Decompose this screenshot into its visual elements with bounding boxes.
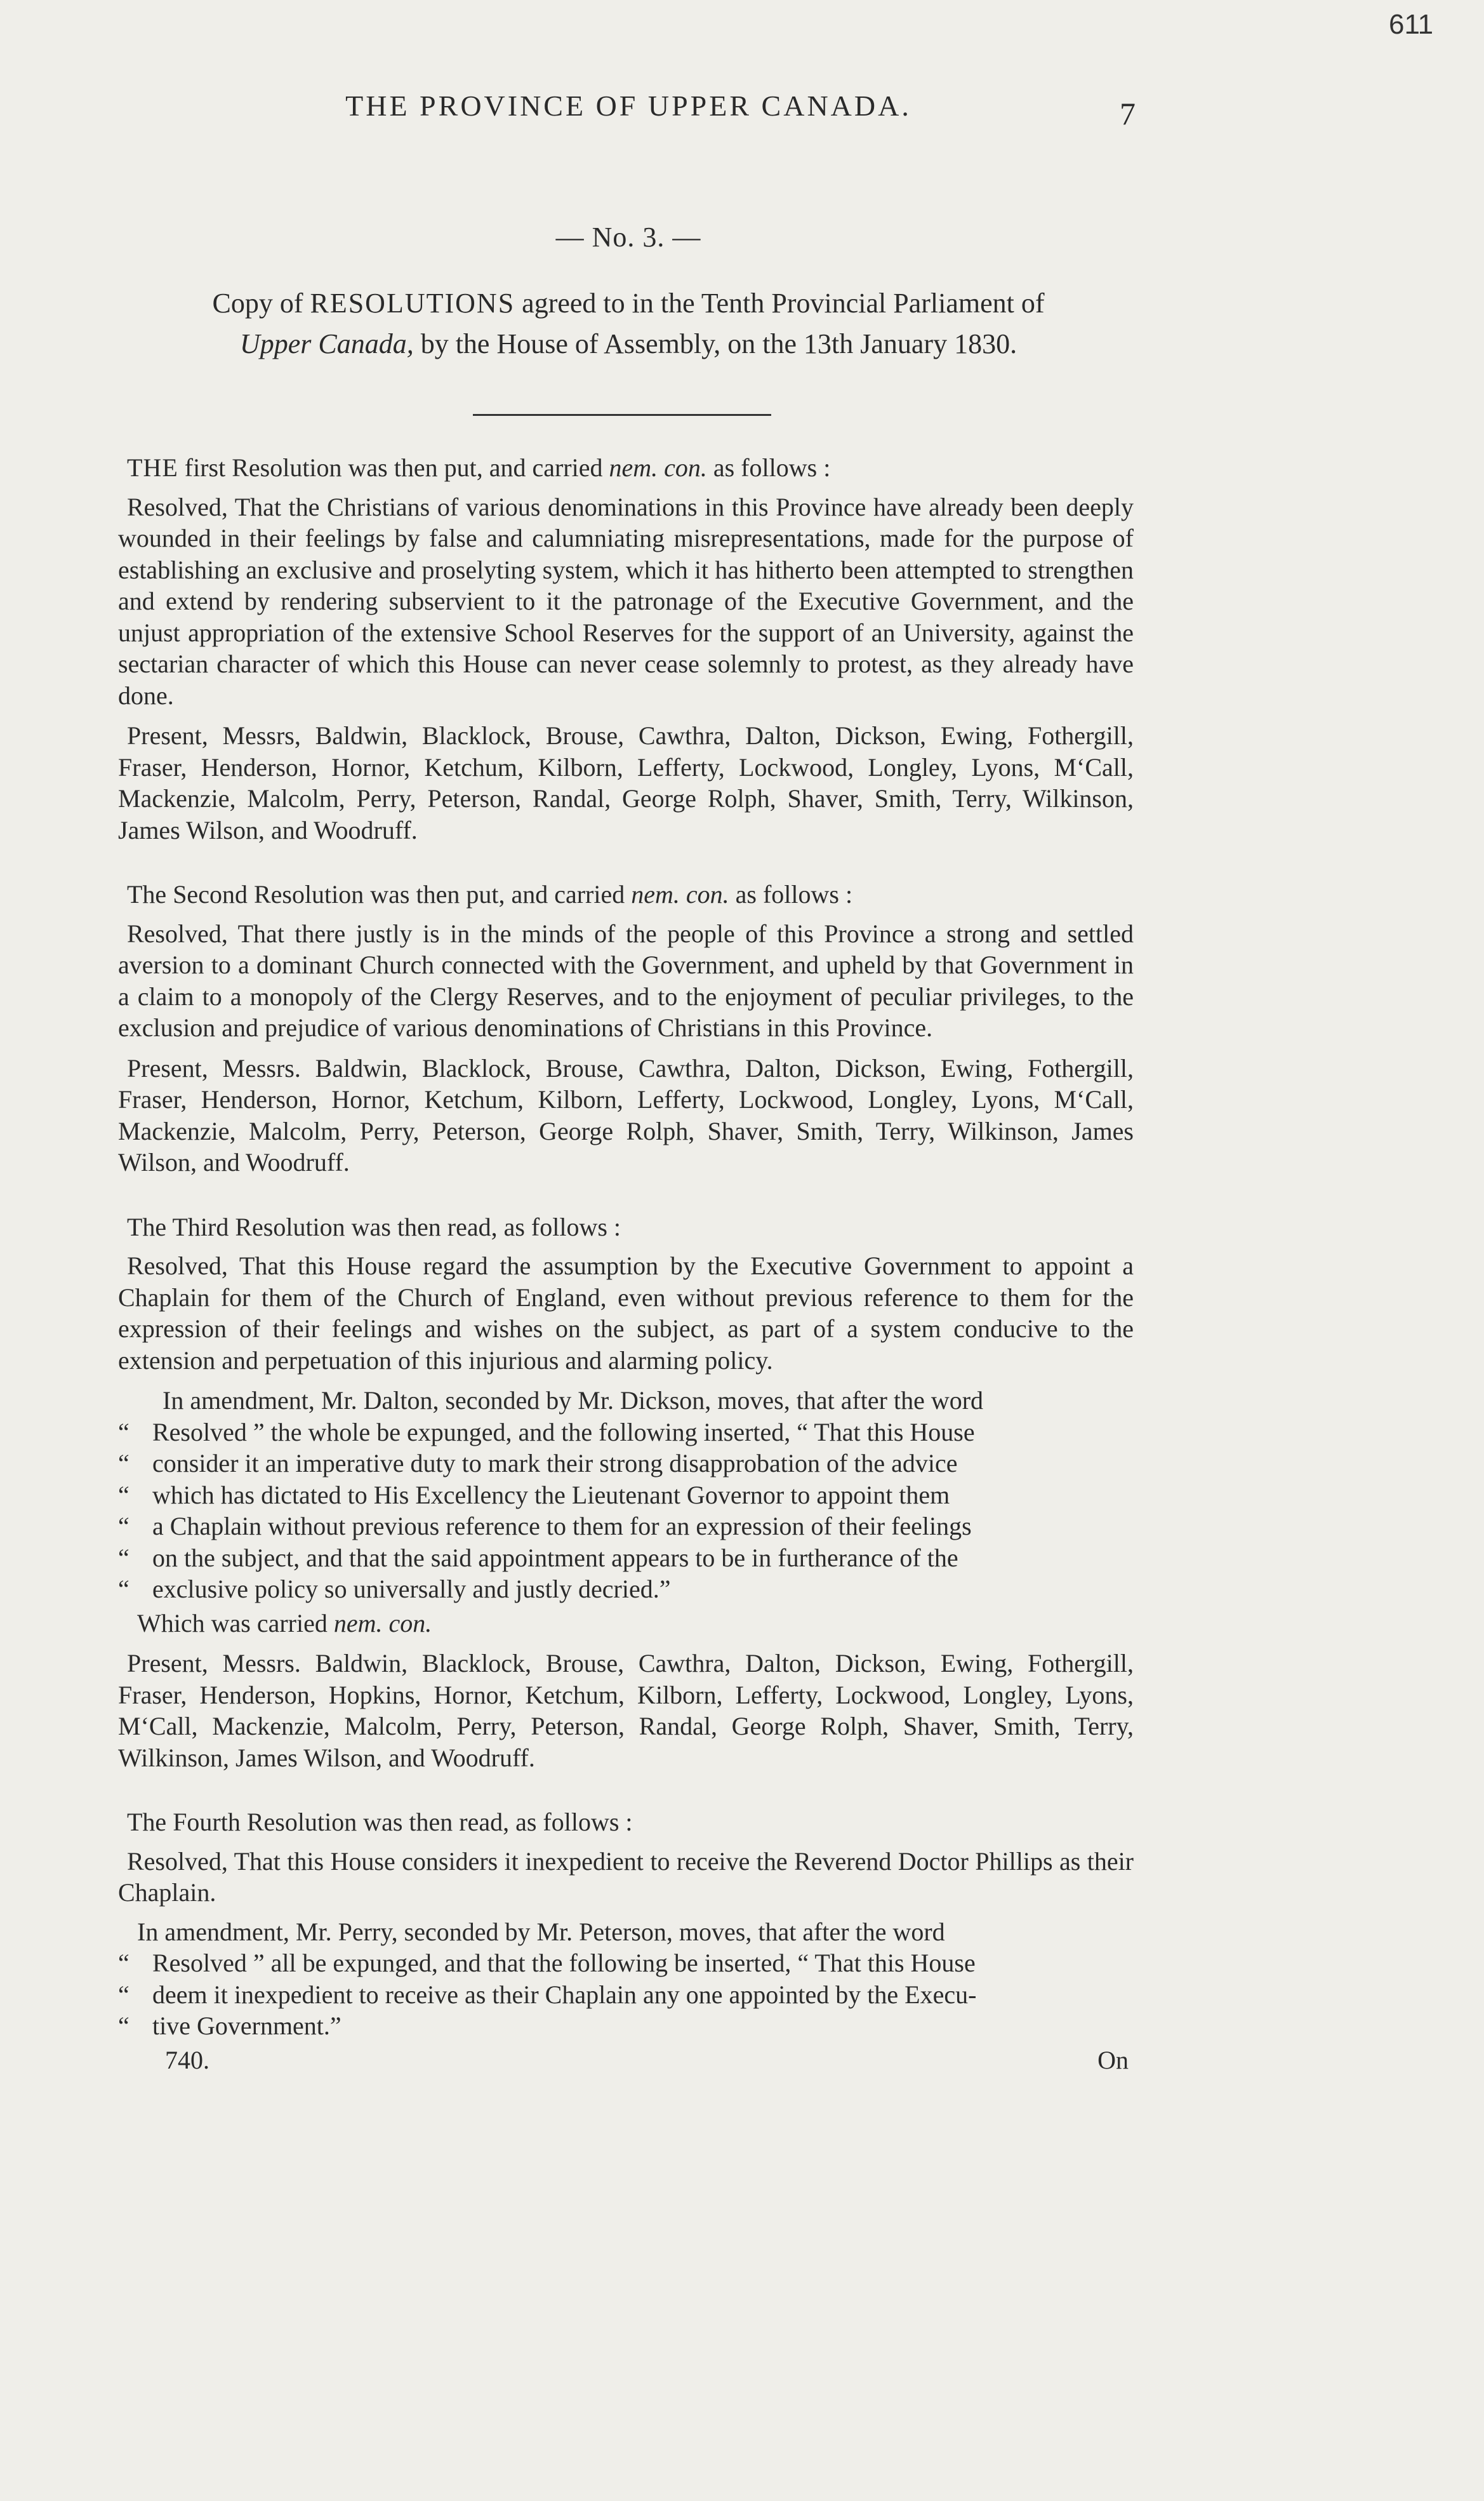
amendment-line: “ tive Government.” <box>118 2010 1134 2042</box>
amendment-line: “ which has dictated to His Excellency the Lieutenant Governor to appoint them <box>118 1479 1134 1511</box>
archive-page-stamp: 611 <box>1389 9 1434 40</box>
title-place: Upper Canada, <box>239 328 414 359</box>
resolution-2-intro <box>118 879 1134 910</box>
document-title <box>121 283 1136 364</box>
intro-lead: THE <box>127 453 178 482</box>
amendment-line: “ Resolved ” the whole be expunged, and the following inserted, “ That this House <box>118 1417 1134 1448</box>
resolution-2-text: Resolved, That there justly is in the minds of the people of this Province a strong and settled aversion to a dominant Church connected with the Government, and upheld by that Government in a claim to a monopoly of the Clergy Reserves, and to the enjoyment of peculiar privileges, to the exclusion and prejudice of various denominations of Christians in this Province. <box>118 919 1134 1042</box>
resolution-3-text: Resolved, That this House regard the assumption by the Executive Government to appoint a Chaplain for them of the Church of England, even without previous reference to them for the expression of their feelings and wishes on the subject, as part of a system conducive to the extension and perpetuation of this injurious and alarming policy. <box>118 1251 1134 1375</box>
amendment-line: “ consider it an imperative duty to mark their strong disapprobation of the advice <box>118 1448 1134 1479</box>
quote-mark: “ <box>118 1512 129 1540</box>
amendment-line: “ on the subject, and that the said appointment appears to be in furtherance of the <box>118 1542 1134 1574</box>
intro-text: The Second Resolution was then put, and carried <box>127 880 625 909</box>
resolution-3-carried: Which was carried nem. con. <box>137 1608 432 1637</box>
intro-end: as follows : <box>735 880 853 909</box>
amendment-line: “ deem it inexpedient to receive as their Chaplain any one appointed by the Execu- <box>118 1979 1134 2011</box>
resolution-4-text: Resolved, That this House considers it inexpedient to receive the Reverend Doctor Phillips as their Chaplain. <box>118 1846 1134 1907</box>
title-rest: agreed to in the Tenth Provincial Parliament of <box>522 288 1045 319</box>
intro-end: as follows : <box>713 453 831 482</box>
resolution-1-intro <box>118 452 1134 484</box>
resolution-1-text: Resolved, That the Christians of various denominations in this Province have already been deeply wounded in their feelings by false and calumniating misrepresentations, made for the purpose of establishing an exclusive and proselyting system, which it has hitherto been attempted to strengthen and extend by rendering subservient to it the patronage of the Executive Government, and the unjust appropriation of the extensive School Reserves for the support of an University, against the sectarian character of which this House can never cease solemnly to protest, as they already have done. <box>118 492 1134 710</box>
resolution-1-present: Present, Messrs, Baldwin, Blacklock, Brouse, Cawthra, Dalton, Dickson, Ewing, Fothergill, Fraser, Henderson, Hornor, Ketchum, Kilborn, Lefferty, Lockwood, Longley, Lyons, M‘Call, Mackenzie, Malcolm, Perry, Peterson, Randal, George Rolph, Shaver, Smith, Terry, Wilkinson, James Wilson, and Woodruff. <box>118 721 1134 844</box>
title-prefix: Copy of <box>212 288 303 319</box>
resolution-3-present: Present, Messrs. Baldwin, Blacklock, Brouse, Cawthra, Dalton, Dickson, Ewing, Fothergill, Fraser, Henderson, Hopkins, Hornor, Ketchum, Kilborn, Lefferty, Lockwood, Longley, Lyons, M‘Call, Mackenzie, Malcolm, Perry, Peterson, Randal, George Rolph, Shaver, Smith, Terry, Wilkinson, James Wilson, and Woodruff. <box>118 1649 1134 1772</box>
intro-text: first Resolution was then put, and carried <box>184 453 603 482</box>
resolution-3-amendment-intro: In amendment, Mr. Dalton, seconded by Mr. Dickson, moves, that after the word <box>162 1386 984 1415</box>
quote-mark: “ <box>118 1417 129 1446</box>
resolution-3-intro: The Third Resolution was then read, as follows : <box>127 1212 621 1241</box>
signature-mark: 740. <box>165 2045 209 2074</box>
quote-mark: “ <box>118 1480 129 1509</box>
document-number: — No. 3. — <box>555 222 701 253</box>
catchword: On <box>1097 2045 1129 2074</box>
amendment-line: “ Resolved ” all be expunged, and that the following be inserted, “ That this House <box>118 1947 1134 1979</box>
page-footer <box>118 2044 1134 2076</box>
document-body <box>118 452 1134 2076</box>
title-divider <box>473 414 771 416</box>
resolution-4-intro: The Fourth Resolution was then read, as follows : <box>127 1808 633 1836</box>
quote-mark: “ <box>118 1949 129 1977</box>
quote-mark: “ <box>118 2011 129 2040</box>
quote-mark: “ <box>118 1575 129 1603</box>
amendment-line: “ exclusive policy so universally and justly decried.” <box>118 1573 1134 1605</box>
running-title: THE PROVINCE OF UPPER CANADA. <box>345 90 911 122</box>
intro-em: nem. con. <box>609 453 707 482</box>
quote-mark: “ <box>118 1449 129 1477</box>
quote-mark: “ <box>118 1980 129 2009</box>
intro-em: nem. con. <box>631 880 729 909</box>
resolution-4-amendment-intro: In amendment, Mr. Perry, seconded by Mr. Peterson, moves, that after the word <box>137 1917 945 1946</box>
page-number: 7 <box>1120 96 1136 131</box>
resolution-2-present: Present, Messrs. Baldwin, Blacklock, Brouse, Cawthra, Dalton, Dickson, Ewing, Fothergill, Fraser, Henderson, Hornor, Ketchum, Kilborn, Lefferty, Lockwood, Longley, Lyons, M‘Call, Mackenzie, Malcolm, Perry, Peterson, George Rolph, Shaver, Smith, Terry, Wilkinson, James Wilson, and Woodruff. <box>118 1053 1134 1177</box>
quote-mark: “ <box>118 1543 129 1572</box>
title-caps: RESOLUTIONS <box>310 288 515 319</box>
title-end: by the House of Assembly, on the 13th January 1830. <box>420 328 1017 359</box>
amendment-line: “ a Chaplain without previous reference to them for an expression of their feelings <box>118 1511 1134 1542</box>
